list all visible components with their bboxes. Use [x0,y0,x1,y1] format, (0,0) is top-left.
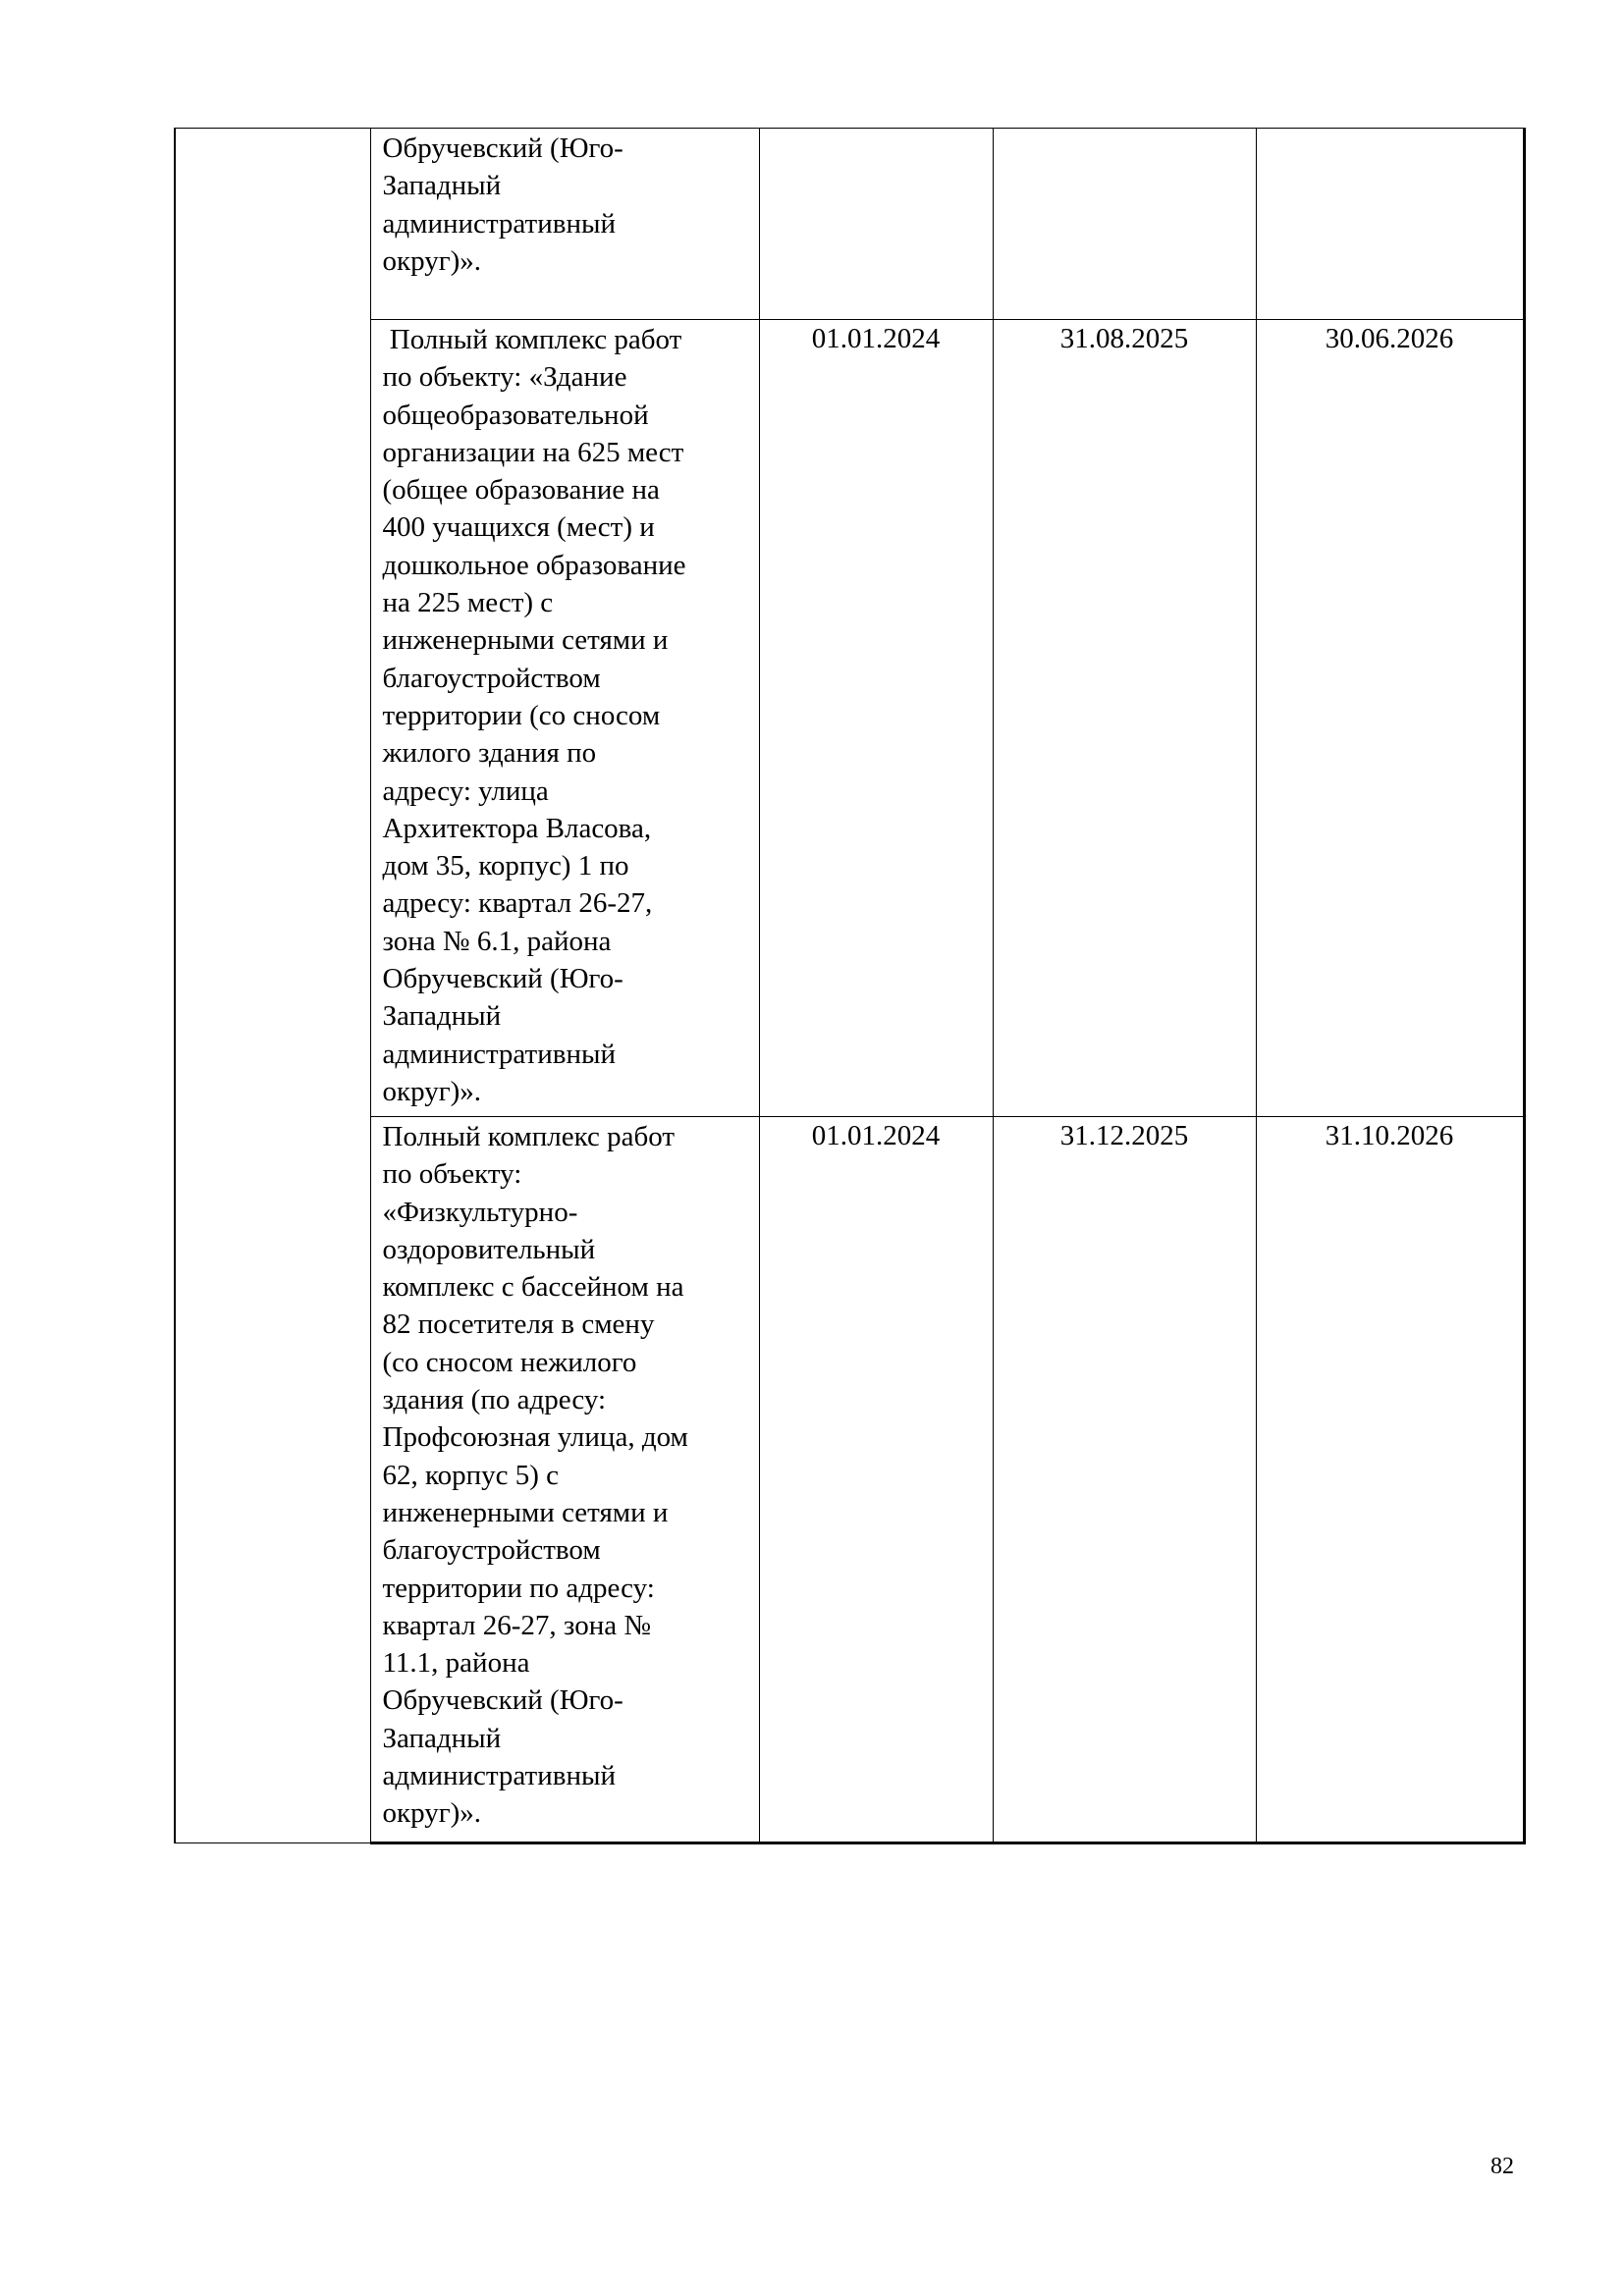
description-line: Обручевский (Юго- [382,1684,623,1717]
description-line: 82 посетителя в смену [382,1308,655,1341]
description-line: округ)». [382,1797,482,1830]
description-line: Обручевский (Юго- [382,133,623,164]
description-line: оздоровительный [382,1233,596,1265]
description-line: адресу: улица [382,774,549,807]
description-line: жилого здания по [382,737,597,770]
description-line: по объекту: «Здание [382,361,627,394]
description-line: Полный комплекс работ [382,324,682,355]
completion-date-cell: 30.06.2026 [1256,320,1524,1117]
intermediate-date-cell [993,129,1256,320]
description-line: инженерными сетями и [382,624,669,657]
description-line: административный [382,1760,616,1792]
description-line: Обручевский (Юго- [382,963,623,995]
description-line: округ)». [382,244,482,277]
completion-date-cell [1256,129,1524,320]
description-line: 62, корпус 5) с [382,1459,560,1491]
description-line: благоустройством [382,1534,601,1567]
object-description [371,1117,759,1833]
description-line: Западный [382,1722,502,1754]
completion-date-cell: 31.10.2026 [1256,1117,1524,1843]
page-number: 82 [1490,2154,1514,2179]
description-line: 400 учащихся (мест) и [382,511,655,544]
description-line: инженерными сетями и [382,1496,669,1528]
description-line: комплекс с бассейном на [382,1271,684,1304]
object-description-cell [370,320,759,1117]
description-line: организации на 625 мест [382,436,684,468]
description-line: квартал 26-27, зона № [382,1609,652,1641]
description-line: благоустройством [382,662,601,694]
description-line: здания (по адресу: [382,1384,606,1416]
description-line: Западный [382,1000,502,1033]
description-line: «Физкультурно- [382,1196,578,1228]
start-date-cell: 01.01.2024 [759,320,993,1117]
description-line: территории (со сносом [382,699,661,731]
description-line: дошкольное образование [382,549,686,581]
table-row [175,320,1524,1117]
description-line: 11.1, района [382,1647,530,1680]
description-line: дом 35, корпус) 1 по [382,850,629,882]
description-line: (со сносом нежилого [382,1346,637,1378]
description-line: по объекту: [382,1158,522,1191]
intermediate-date-cell: 31.08.2025 [993,320,1256,1117]
description-line: (общее образование на [382,474,660,507]
table-row [175,1117,1524,1843]
object-description-cell [370,129,759,320]
description-line: адресу: квартал 26-27, [382,887,653,920]
start-date-cell: 01.01.2024 [759,1117,993,1843]
intermediate-date-cell: 31.12.2025 [993,1117,1256,1843]
description-line: общеобразовательной [382,399,649,431]
description-line: Полный комплекс работ [382,1121,675,1152]
description-line: территории по адресу: [382,1572,655,1604]
description-line: зона № 6.1, района [382,925,612,957]
start-date-cell [759,129,993,320]
description-line: Западный [382,170,502,202]
works-schedule-table [174,128,1526,1844]
description-line: административный [382,1038,616,1070]
object-description [371,320,759,1110]
description-line: административный [382,207,616,240]
description-line: на 225 мест) с [382,587,554,619]
object-description [371,129,759,280]
number-column-cell [175,129,370,1843]
object-description-cell [370,1117,759,1843]
description-line: Архитектора Власова, [382,812,652,844]
table-row [175,129,1524,320]
description-line: округ)». [382,1075,482,1107]
description-line: Профсоюзная улица, дом [382,1421,688,1454]
